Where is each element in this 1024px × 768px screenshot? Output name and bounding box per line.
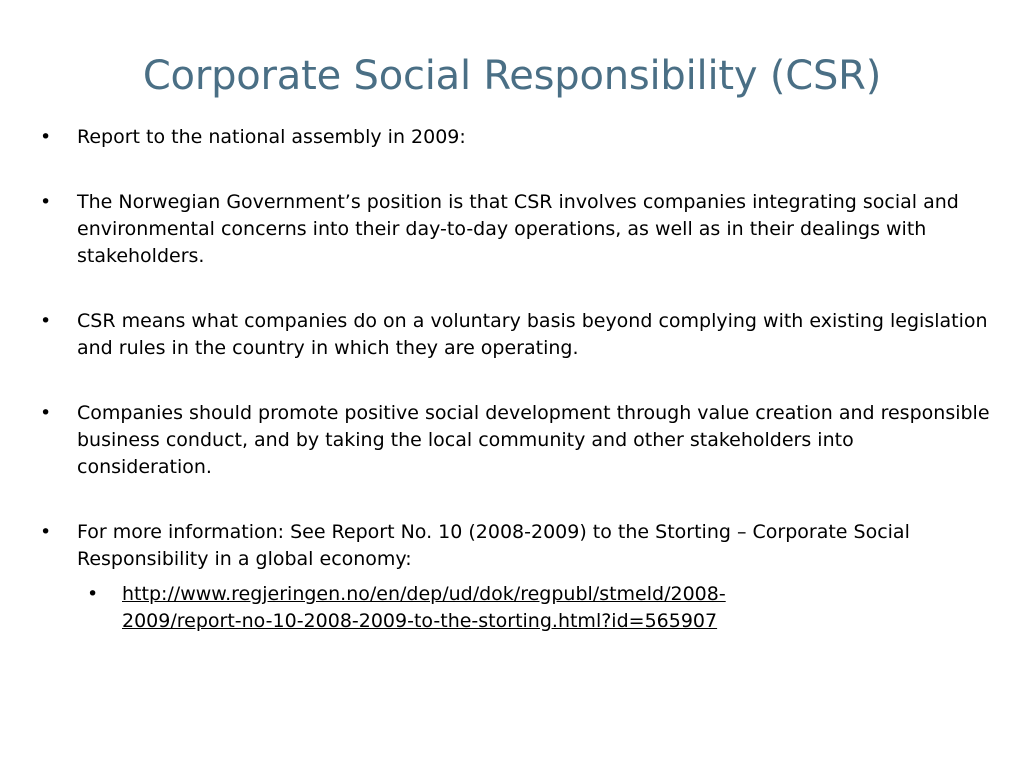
bullet-text: CSR means what companies do on a voluntary basis beyond complying with existing legislation and rules in the country in which they are operating. [77, 310, 988, 359]
bullet-item [40, 400, 990, 481]
bullet-text: Companies should promote positive social development through value creation and responsible business conduct, and by taking the local community and other stakeholders into consideration. [77, 402, 990, 478]
bullet-text: Report to the national assembly in 2009: [77, 126, 466, 148]
bullet-item [40, 308, 990, 362]
report-link-line-1[interactable]: http://www.regjeringen.no/en/dep/ud/dok/regpubl/stmeld/2008- [122, 583, 726, 605]
bullet-item [40, 124, 990, 151]
bullet-icon: • [40, 310, 52, 332]
bullet-list [40, 124, 990, 635]
sub-bullet-icon: • [87, 583, 99, 605]
bullet-icon: • [40, 126, 52, 148]
report-link[interactable] [122, 583, 726, 632]
slide-title: Corporate Social Responsibility (CSR) [142, 53, 882, 99]
bullet-text: For more information: See Report No. 10 (2008-2009) to the Storting – Corporate Social Responsibility in a global economy: [77, 521, 910, 570]
sub-bullet-item [77, 581, 990, 635]
bullet-item [40, 189, 990, 270]
sub-bullet-list [77, 581, 990, 635]
bullet-icon: • [40, 521, 52, 543]
bullet-icon: • [40, 191, 52, 213]
bullet-text: The Norwegian Government’s position is that CSR involves companies integrating social and environmental concerns into their day-to-day operations, as well as in their dealings with stakeholders. [77, 191, 959, 267]
slide-content [40, 124, 990, 635]
bullet-icon: • [40, 402, 52, 424]
bullet-item [40, 519, 990, 635]
report-link-line-2[interactable]: 2009/report-no-10-2008-2009-to-the-storting.html?id=565907 [122, 610, 718, 632]
